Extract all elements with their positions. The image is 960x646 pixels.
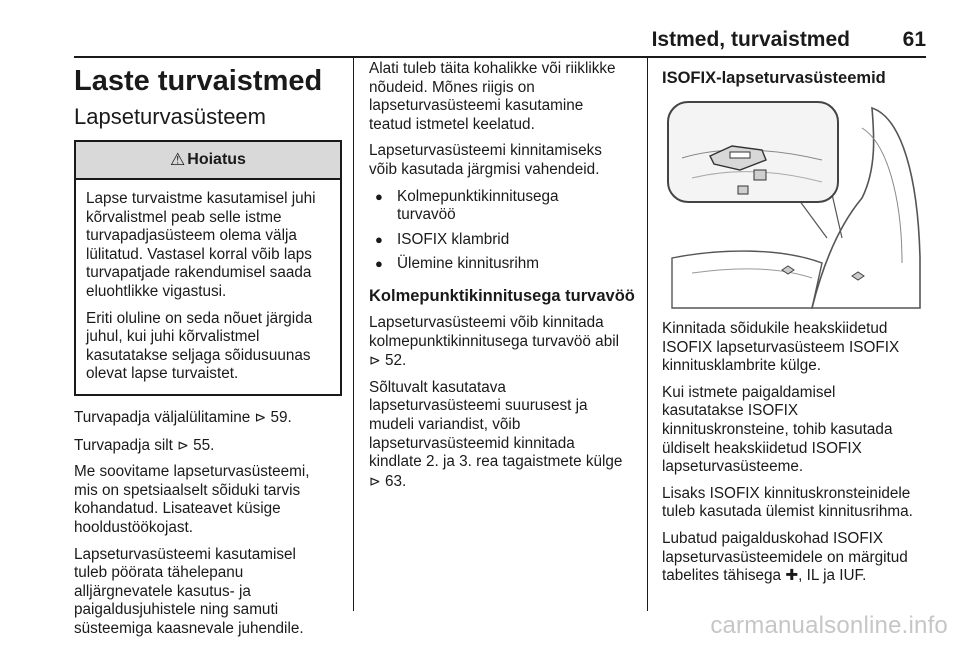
page-reference-icon: ⊳	[369, 472, 381, 489]
paragraph-isofix-brackets: Kui istmete paigaldamisel kasutatakse ISOFIX kinnituskronsteine, tohib kasutada üldiselt heakskiidetud ISOFIX lapseturvasüsteeme.	[662, 383, 893, 476]
paragraph-recommendation: Me soovitame lapseturvasüsteemi, mis on spetsiaalselt sõiduki tarvis kohandatud. Lisateavet küsige hooldustöökojast.	[74, 463, 310, 536]
isofix-seat-illustration	[662, 98, 924, 310]
reference-airbag-deactivation[interactable]: Turvapadja väljalülitamine ⊳ 59.	[74, 408, 292, 426]
paragraph-isofix-attach: Kinnitada sõidukile heakskiidetud ISOFIX lapseturvasüsteem ISOFIX kinnitusklambrite külge.	[662, 320, 900, 375]
paragraph-regulations: Alati tuleb täita kohalikke või riiklikke nõudeid. Mõnes riigis on lapseturvasüsteemi kasutamine teatud istmetel keelatud.	[369, 60, 616, 133]
paragraph-rear-seats: Sõltuvalt kasutatava lapseturvasüsteemi suurusest ja mudeli variandist, võib lapseturvasüsteemid kinnitada kindlate 2. ja 3. rea tagaistmete külge ⊳ 63.	[369, 378, 623, 490]
column-divider-2	[647, 58, 648, 611]
warning-paragraph-1: Lapse turvaistme kasutamisel juhi kõrvalistmel peab selle istme turvapadjasüsteem olema välja lülitatud. Vastasel korral võib laps turvapatjade rakendumisel saada eluohtlikke vigastusi.	[86, 190, 316, 300]
fastening-list	[369, 188, 637, 274]
column-1	[74, 60, 342, 646]
page-reference-icon: ⊳	[177, 436, 189, 453]
column-3	[662, 60, 928, 594]
reference-airbag-label[interactable]: Turvapadja silt ⊳ 55.	[74, 436, 215, 454]
warning-paragraph-2: Eriti oluline on seda nõuet järgida juhul, kui juhi kõrvalistmel kasutatakse seljaga sõidusuunas olevat lapse turvaistet.	[86, 309, 313, 383]
paragraph-instructions: Lapseturvasüsteemi kasutamisel tuleb pöörata tähelepanu alljärgnevatele kasutus- ja paigaldusjuhistele ning samuti süsteemiga kaasnevale juhendile.	[74, 545, 304, 637]
list-item: ● Kolmepunktikinnitusega turvavöö	[369, 188, 637, 225]
isofix-cross-icon: ✚	[785, 567, 799, 585]
section-title: Laste turvaistmed	[74, 65, 323, 97]
warning-title: Hoiatus	[187, 150, 246, 168]
warning-box	[74, 140, 342, 396]
page-reference-icon: ⊳	[254, 408, 267, 425]
warning-header	[76, 142, 340, 180]
list-item: ● Ülemine kinnitusrihm	[369, 255, 637, 274]
warning-triangle-icon: ⚠	[170, 149, 186, 169]
page-header	[74, 18, 926, 58]
subsection-title: Lapseturvasüsteem	[74, 104, 266, 129]
header-title: Istmed, turvaistmed	[651, 28, 850, 51]
paragraph-top-tether: Lisaks ISOFIX kinnituskronsteinidele tuleb kasutada ülemist kinnitusrihma.	[662, 484, 913, 521]
page-reference-icon: ⊳	[369, 352, 381, 369]
paragraph-fastening-means: Lapseturvasüsteemi kinnitamiseks võib kasutada järgmisi vahendeid.	[369, 142, 602, 178]
warning-body	[76, 180, 340, 394]
paragraph-permitted-positions: Lubatud paigalduskohad ISOFIX lapseturvasüsteemidele on märgitud tabelites tähisega ✚, IL ja IUF.	[662, 529, 908, 585]
column-2	[369, 60, 637, 499]
three-point-belt-heading: Kolmepunktikinnitusega turvavöö	[369, 286, 635, 305]
list-item: ● ISOFIX klambrid	[369, 231, 637, 250]
page-number: 61	[902, 28, 926, 51]
isofix-heading: ISOFIX-lapseturvasüsteemid	[662, 69, 886, 87]
watermark: carmanualsonline.info	[710, 612, 948, 639]
column-divider-1	[353, 58, 354, 611]
paragraph-three-point-belt: Lapseturvasüsteemi võib kinnitada kolmepunktikinnitusega turvavöö abil ⊳ 52.	[369, 313, 619, 370]
